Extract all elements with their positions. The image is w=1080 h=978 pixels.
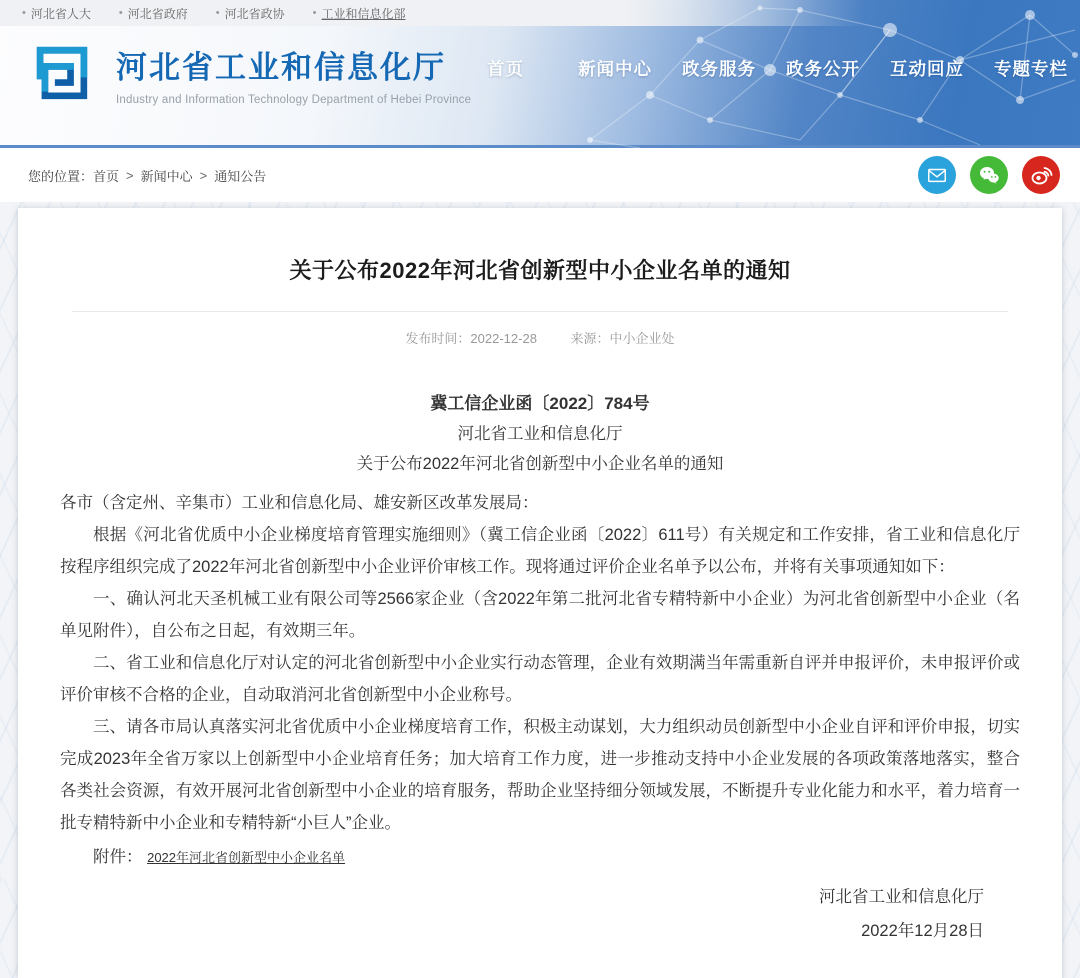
attachment-line: [60, 841, 1020, 874]
signature-block: [60, 880, 1020, 948]
attachment-label: 附件：: [93, 848, 143, 866]
topbar-link-hebei-npc[interactable]: 河北省人大: [30, 6, 91, 21]
nav-item-interaction[interactable]: 互动回应: [890, 59, 964, 79]
agency-logo-icon: [24, 36, 100, 112]
article-title: 关于公布2022年河北省创新型中小企业名单的通知: [289, 258, 791, 283]
document-number: 冀工信企业函〔2022〕784号: [430, 394, 650, 413]
breadcrumb-bar: [0, 148, 1080, 202]
attachment-link[interactable]: 2022年河北省创新型中小企业名单: [147, 850, 346, 865]
bullet-separator: •: [118, 7, 123, 19]
main-navigation: [487, 56, 1068, 81]
top-links-bar: [0, 0, 1080, 26]
article-meta: [60, 328, 1020, 347]
nav-item-special-topics[interactable]: 专题专栏: [994, 59, 1068, 79]
title-divider: [72, 311, 1008, 312]
bullet-separator: •: [215, 7, 220, 19]
wechat-icon: [977, 163, 1001, 187]
site-subtitle-english: Industry and Information Technology Department of Hebei Province: [116, 94, 472, 106]
topbar-link-hebei-cppcc[interactable]: 河北省政协: [224, 6, 285, 21]
document-body: [60, 487, 1020, 948]
bullet-separator: •: [312, 7, 317, 19]
salutation-line: 各市（含定州、辛集市）工业和信息化局、雄安新区改革发展局：: [60, 494, 539, 512]
brand-text: [116, 36, 471, 106]
mail-icon: [926, 164, 948, 186]
nav-item-home[interactable]: 首页: [487, 59, 524, 79]
article-card: [18, 208, 1062, 978]
breadcrumb: [28, 166, 266, 185]
topbar-link-hebei-gov[interactable]: 河北省政府: [127, 6, 188, 21]
site-title: 河北省工业和信息化厅: [116, 50, 446, 85]
paragraph-item-2: 二、省工业和信息化厅对认定的河北省创新型中小企业实行动态管理，企业有效期满当年需重新自评并申报评价，未申报评价或评价审核不合格的企业，自动取消河北省创新型中小企业称号。: [60, 654, 1020, 704]
document-header: [60, 389, 1020, 479]
breadcrumb-prefix-label: 您的位置：: [28, 168, 94, 184]
document-title: 关于公布2022年河北省创新型中小企业名单的通知: [356, 455, 724, 473]
wechat-share-button[interactable]: [970, 156, 1008, 194]
topbar-link-miit[interactable]: 工业和信息化部: [321, 6, 406, 21]
source-label: 来源：中小企业处: [570, 331, 675, 346]
mail-share-button[interactable]: [918, 156, 956, 194]
site-header: [0, 0, 1080, 148]
weibo-icon: [1029, 163, 1053, 187]
main-content-area: [0, 202, 1080, 978]
nav-item-news-center[interactable]: 新闻中心: [578, 59, 652, 79]
paragraph-item-1: 一、确认河北天圣机械工业有限公司等2566家企业（含2022年第二批河北省专精特新中小企业）为河北省创新型中小企业（名单见附件），自公布之日起，有效期三年。: [60, 590, 1020, 640]
paragraph-basis: 根据《河北省优质中小企业梯度培育管理实施细则》（冀工信企业函〔2022〕611号）有关规定和工作安排，省工业和信息化厅按程序组织完成了2022年河北省创新型中小企业评价审核工作。现将通过评价企业名单予以公布，并将有关事项通知如下：: [60, 526, 1020, 576]
weibo-share-button[interactable]: [1022, 156, 1060, 194]
bullet-separator: •: [22, 7, 26, 19]
signature-date: 2022年12月28日: [861, 922, 984, 940]
nav-item-gov-disclosure[interactable]: 政务公开: [786, 59, 860, 79]
breadcrumb-separator: >: [126, 167, 134, 183]
breadcrumb-item-home[interactable]: 首页: [93, 168, 120, 184]
breadcrumb-separator: >: [199, 167, 208, 183]
publish-date-label: 发布时间：2022-12-28: [405, 331, 537, 346]
document-issuer: 河北省工业和信息化厅: [457, 425, 623, 443]
paragraph-item-3: 三、请各市局认真落实河北省优质中小企业梯度培育工作，积极主动谋划，大力组织动员创新型中小企业自评和评价申报，切实完成2023年全省万家以上创新型中小企业培育任务；加大培育工作力度，进一步推动支持中小企业发展的各项政策落地落实，整合各类社会资源，有效开展河北省创新型中小企业的培育服务，帮助企业坚持细分领域发展，不断提升专业化能力和水平，着力培育一批专精特新中小企业和专精特新“小巨人”企业。: [60, 718, 1020, 832]
nav-item-gov-services[interactable]: 政务服务: [682, 59, 756, 79]
breadcrumb-item-news-center[interactable]: 新闻中心: [140, 168, 193, 184]
social-share-buttons: [918, 156, 1066, 194]
site-brand[interactable]: [24, 36, 471, 112]
signature-issuer: 河北省工业和信息化厅: [819, 888, 984, 906]
breadcrumb-item-notices[interactable]: 通知公告: [214, 168, 267, 184]
